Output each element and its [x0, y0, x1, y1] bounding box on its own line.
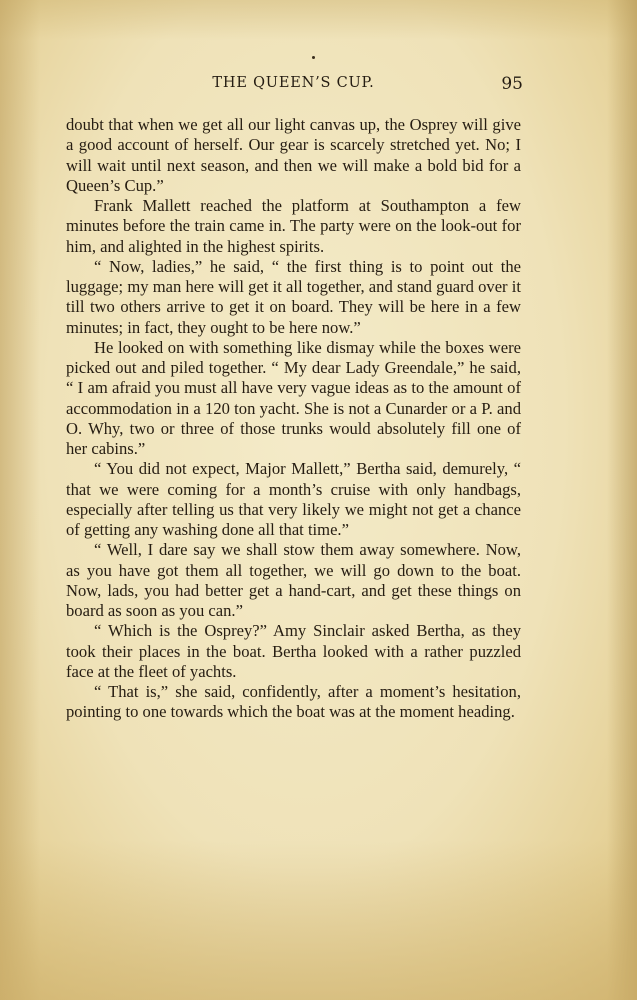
paragraph-8: “ That is,” she said, confidently, after a moment’s hesitation, pointing to one towards which the boat was at the moment heading.	[66, 682, 521, 722]
page-number: 95	[501, 74, 523, 94]
paragraph-3: “ Now, ladies,” he said, “ the first thing is to point out the luggage; my man here will get it all together, and stand guard over it till two others arrive to get it on board. They will be here in a few minutes; in fact, they ought to be here now.”	[66, 256, 521, 337]
paragraph-2: Frank Mallett reached the platform at Southampton a few minutes before the train came in. The party were on the look-out for him, and alighted in the highest spirits.	[66, 196, 521, 256]
page-header	[66, 72, 521, 98]
paragraph-6: “ Well, I dare say we shall stow them away somewhere. Now, as you have got them all together, we will go down to the boat. Now, lads, you had better get a hand-cart, and get these things on board as soon as you can.”	[66, 540, 521, 620]
paragraph-5: “ You did not expect, Major Mallett,” Bertha said, demurely, “ that we were coming for a month’s cruise with only handbags, especially after telling us that very likely we might not get a chance of getting any washing done all that time.”	[66, 459, 521, 539]
body-text	[66, 115, 521, 723]
paper-stain-top	[0, 0, 637, 40]
running-title: THE QUEEN’S CUP.	[212, 75, 375, 91]
ink-speck	[312, 56, 315, 59]
paragraph-7: “ Which is the Osprey?” Amy Sinclair asked Bertha, as they took their places in the boat. Bertha looked with a rather puzzled face at the fleet of yachts.	[66, 621, 521, 681]
paragraph-1: doubt that when we get all our light canvas up, the Osprey will give a good account of herself. Our gear is scarcely stretched yet. No; I will wait until next season, and then we will make a bold bid for a Queen’s Cup.”	[66, 115, 521, 195]
paragraph-4: He looked on with something like dismay while the boxes were picked out and piled together. “ My dear Lady Greendale,” he said, “ I am afraid you must all have very vague ideas as to the amount of accommodation in a 120 ton yacht. She is not a Cunarder or a P. and O. Why, two or three of those trunks would absolutely fill one of her cabins.”	[66, 337, 521, 458]
paper-stain-bottom	[0, 840, 637, 1000]
